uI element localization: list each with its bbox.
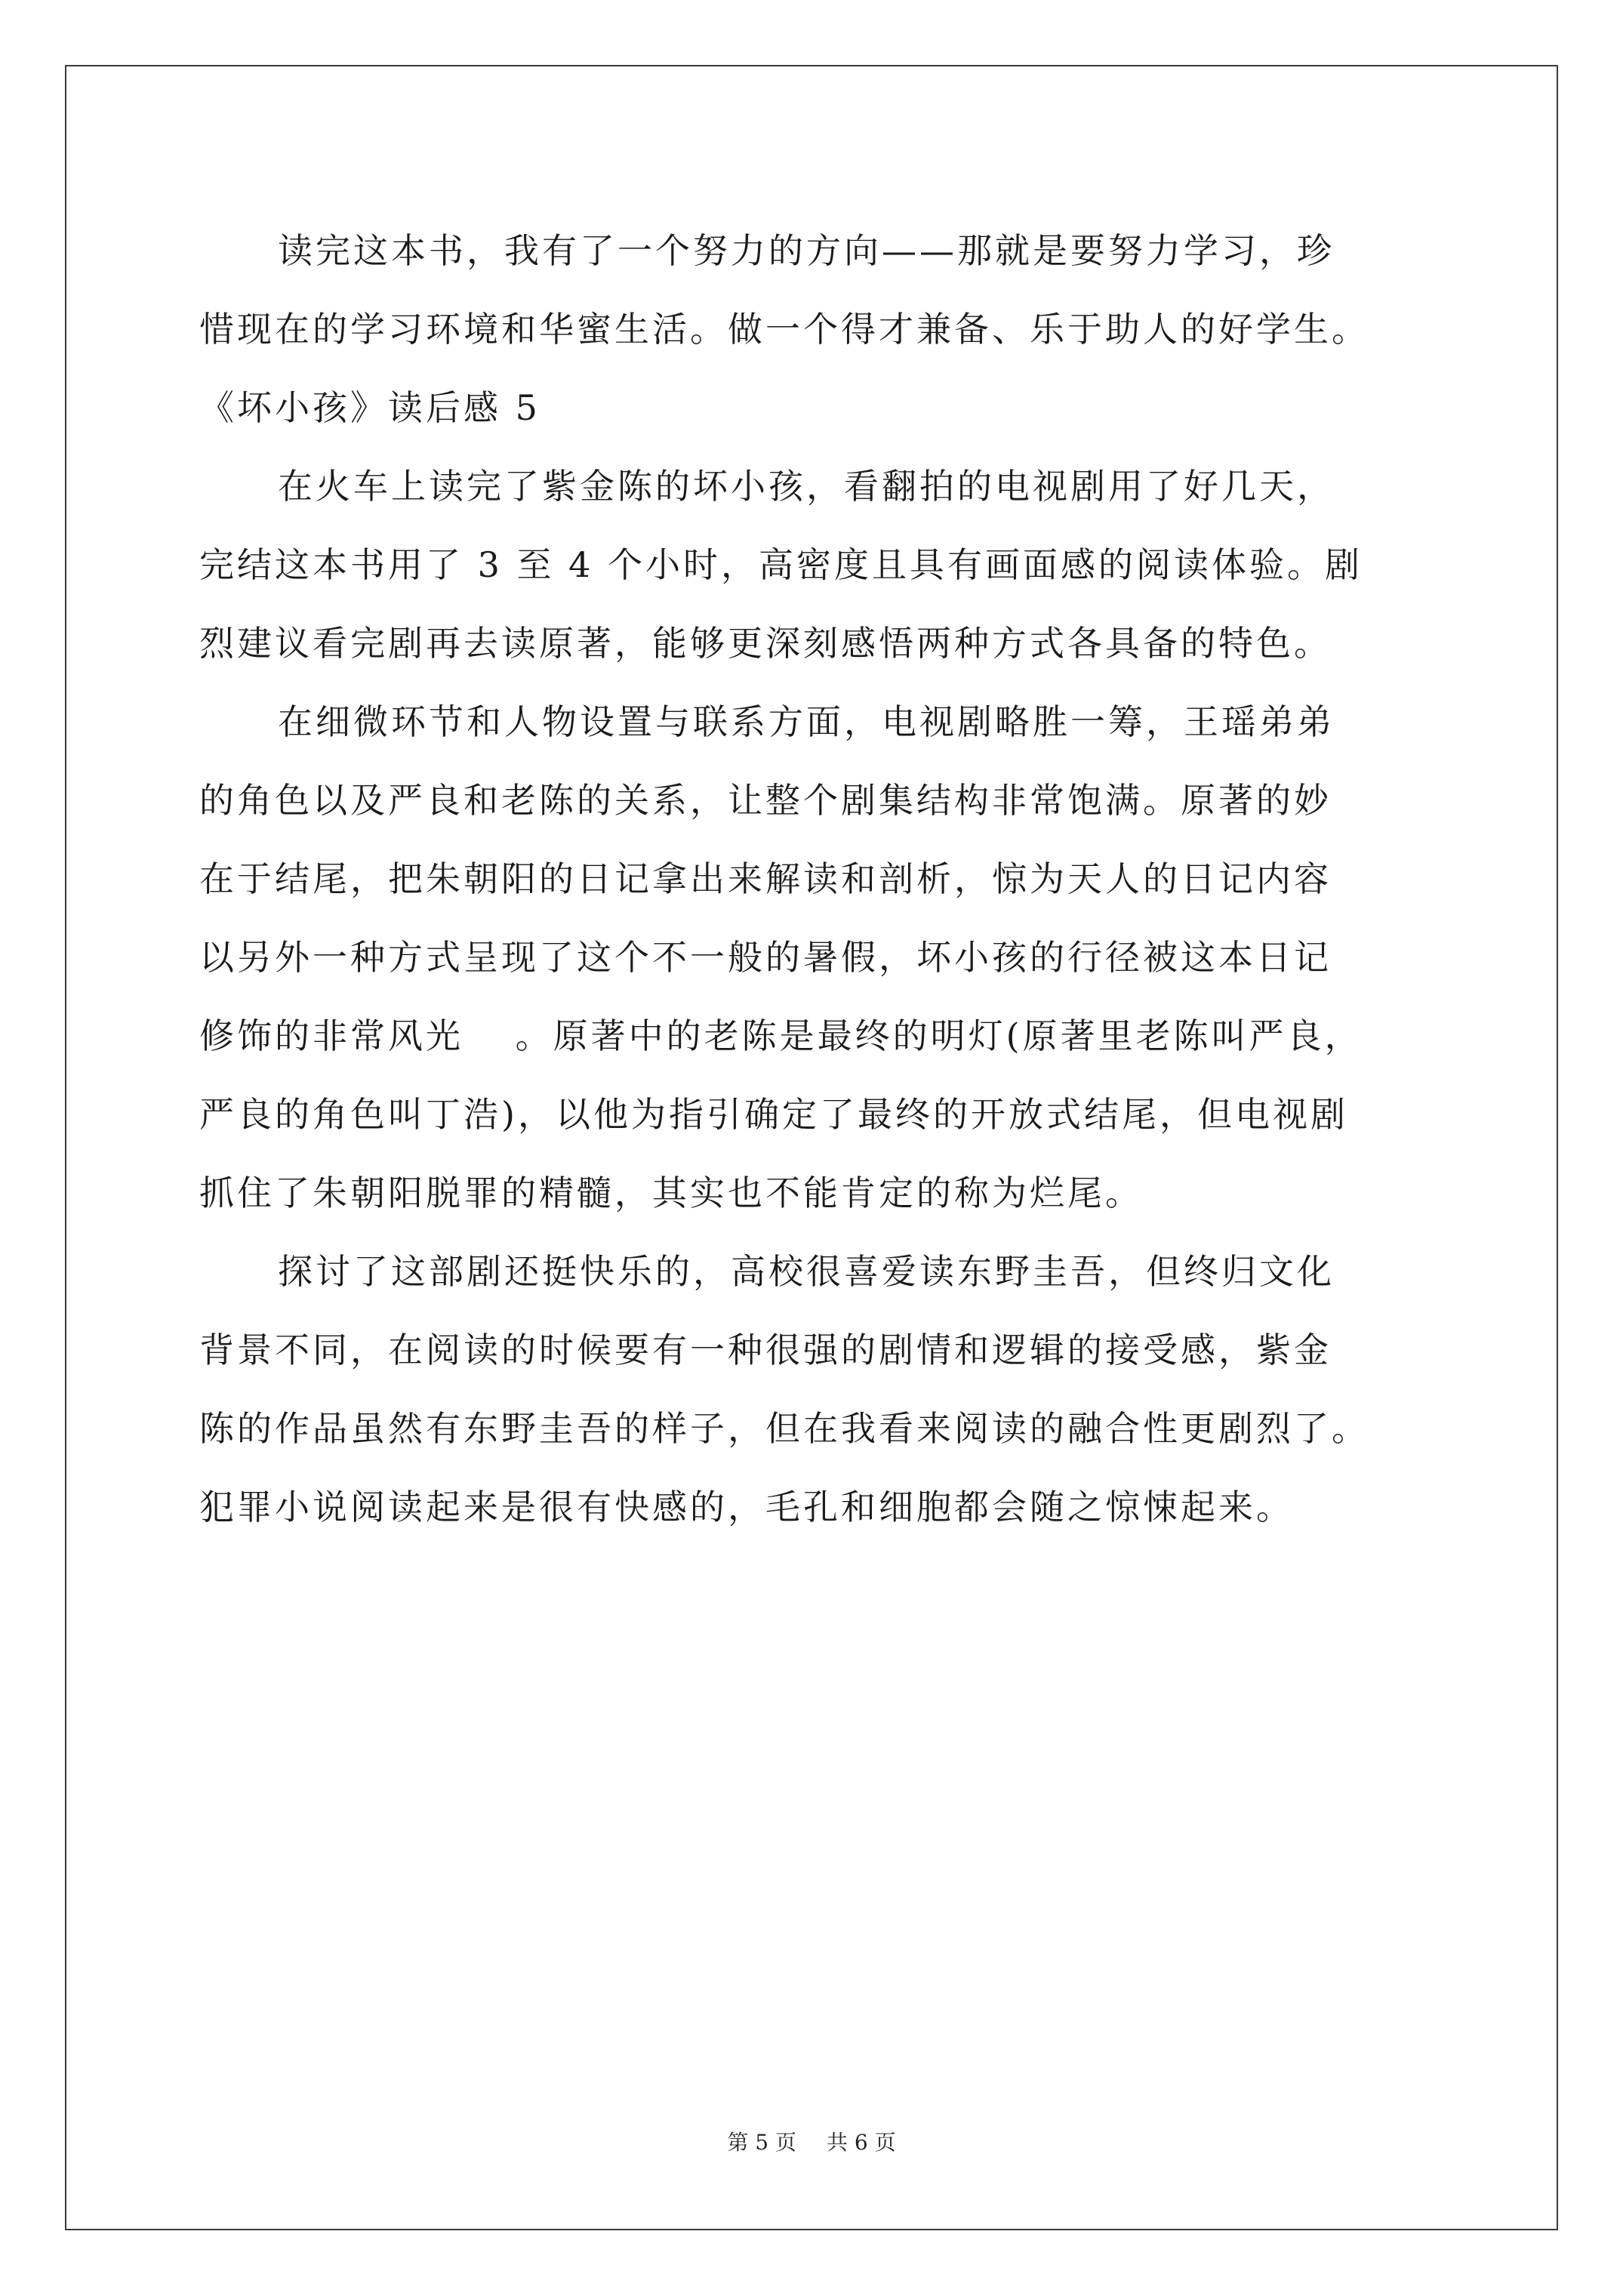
paragraph-line: 在细微环节和人物设置与联系方面，电视剧略胜一筹，王瑶弟弟 — [278, 701, 1335, 742]
paragraph-line: 严良的角色叫丁浩)，以他为指引确定了最终的开放式结尾，但电视剧 — [199, 1094, 1348, 1135]
page-footer — [0, 2128, 1623, 2158]
document-body — [199, 211, 1437, 1546]
page-number-current: 第 5 页 — [727, 2130, 796, 2155]
paragraph-line: 读完这本书，我有了一个努力的方向——那就是要努力学习，珍 — [278, 230, 1335, 271]
paragraph-line: 抓住了朱朝阳脱罪的精髓，其实也不能肯定的称为烂尾。 — [199, 1173, 1143, 1213]
paragraph-line: 陈的作品虽然有东野圭吾的样子，但在我看来阅读的融合性更剧烈了。 — [199, 1408, 1369, 1449]
paragraph-line: 犯罪小说阅读起来是很有快感的，毛孔和细胞都会随之惊悚起来。 — [199, 1487, 1294, 1527]
section-heading: 《坏小孩》读后感 5 — [199, 387, 540, 428]
page-number-total: 共 6 页 — [827, 2130, 896, 2155]
paragraph-line: 的角色以及严良和老陈的关系，让整个剧集结构非常饱满。原著的妙 — [199, 780, 1332, 821]
paragraph-line: 背景不同，在阅读的时候要有一种很强的剧情和逻辑的接受感，紫金 — [199, 1330, 1332, 1370]
paragraph-line: 在于结尾，把朱朝阳的日记拿出来解读和剖析，惊为天人的日记内容 — [199, 858, 1332, 899]
paragraph-line: 完结这本书用了 3 至 4 个小时，高密度且具有画面感的阅读体验。剧 — [199, 544, 1363, 585]
paragraph-line: 探讨了这部剧还挺快乐的，高校很喜爱读东野圭吾，但终归文化 — [278, 1251, 1335, 1292]
paragraph-line: 修饰的非常风光 。原著中的老陈是最终的明灯(原著里老陈叫严良， — [199, 1015, 1363, 1056]
paragraph-line: 惜现在的学习环境和华蜜生活。做一个得才兼备、乐于助人的好学生。 — [199, 309, 1369, 350]
paragraph-line: 在火车上读完了紫金陈的坏小孩，看翻拍的电视剧用了好几天， — [278, 466, 1335, 507]
paragraph-line: 以另外一种方式呈现了这个不一般的暑假，坏小孩的行径被这本日记 — [199, 937, 1332, 978]
paragraph-line: 烈建议看完剧再去读原著，能够更深刻感悟两种方式各具备的特色。 — [199, 623, 1332, 664]
